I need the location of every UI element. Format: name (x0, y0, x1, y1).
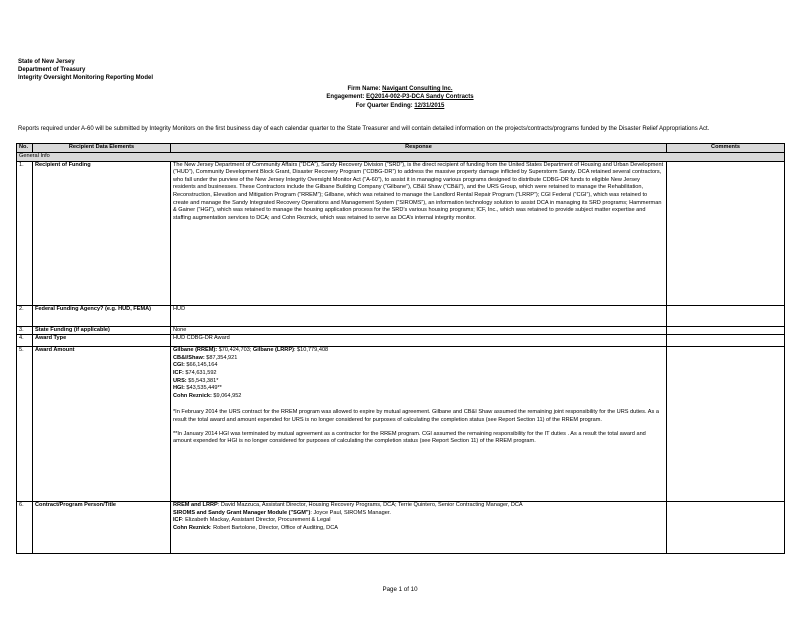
row-number: 3. (17, 326, 33, 335)
row-response: The New Jersey Department of Community Affairs (“DCA”), Sandy Recovery Division (“SRD”), is the direct recipient of funding from the United States Department of Housing and Urban Development (“HUD”), Community Development Block Grant, Disaster Recovery Program (“CDBG-DR”) to address the massive property damage inflicted by Superstorm Sandy. DCA retained several contractors, who fall under the purview of the New Jersey Integrity Oversight Monitor Act (“A-60”), to assist it in managing various programs designed to distribute CDBG-DR funds to eligible New Jersey residents and businesses. These Contractors include the Gilbane Building Company (“Gilbane”), CB&I Shaw (“CB&I”), and the URS Group, which were retained to manage the Rehabilitation, Reconstruction, Elevation and Mitigation Program (“RREM”); Gilbane, which was retained to manage the Landlord Rental Repair Program (“LRRP”); CGI Federal (“CGI”), which was retained to create and manage the Sandy Integrated Recovery Operations and Management System (“SIROMS”), an information technology solution to assist DCA in managing its SRD programs; Hammerman & Gainer (“HGI”), which was retained to manage the housing application process for the SRD’s various housing programs; ICF, Inc., which was retained to provide subject matter expertise and staffing augmentation services to DCA; and Cohn Reznick, which was retained to serve as DCA’s internal integrity monitor. (171, 161, 667, 305)
award-line-cohn-reznick: Cohn Reznick: $9,064,952 (173, 392, 242, 399)
award-note-hgi: **In January 2014 HGI was terminated by mutual agreement as a contractor for the RREM program. CGI assumed the remaining responsibility for the IT duties . As a result the total award and amount expended for HGI is no longer considered for purposes of calculating the completion status (see Report Section 11) of the RREM program. (173, 430, 646, 445)
table-row (17, 335, 785, 347)
row-response: HUD (171, 305, 667, 326)
col-header-comments: Comments (667, 144, 785, 153)
contact-line-rrem: RREM and LRRP: David Mazzuca, Assistant Director, Housing Recovery Programs, DCA; Terrie Quintero, Senior Contracting Manager, DCA (173, 502, 523, 509)
row-number: 1. (17, 161, 33, 305)
col-header-element: Recipient Data Elements (33, 144, 171, 153)
row-comments (667, 161, 785, 305)
row-comments (667, 305, 785, 326)
model-name: Integrity Oversight Monitoring Reporting Model (18, 75, 153, 82)
award-amount-response (171, 347, 667, 502)
section-row-general-info (17, 153, 785, 162)
contact-line-icf: ICF: Elizabeth Mackay, Assistant Director, Procurement & Legal (173, 517, 331, 524)
row-comments (667, 335, 785, 347)
state-name: State of New Jersey (18, 59, 75, 65)
row-number: 4. (17, 335, 33, 347)
row-comments (667, 502, 785, 554)
firm-name: Navigant Consulting Inc. (382, 86, 453, 92)
row-element: State Funding (if applicable) (33, 326, 171, 335)
contact-line-cohn-reznick: Cohn Reznick: Robert Bartolone, Director, Office of Auditing, DCA (173, 524, 338, 531)
row-element: Contract/Program Person/Title (33, 502, 171, 554)
row-number: 5. (17, 347, 33, 502)
award-note-urs: *In February 2014 the URS contract for the RREM program was allowed to expire by mutual agreement. Gilbane and CB&I Shaw assumed the remaining joint responsibility for the URS duties. As a result the total award and amount expended for URS is no longer considered for purposes of calculating the completion status (see Report Section 11) of the RREM program. (173, 409, 659, 423)
col-header-response: Response (171, 144, 667, 153)
organization-header (18, 58, 153, 83)
row-comments (667, 326, 785, 335)
quarter-line: For Quarter Ending: 12/31/2015 (355, 102, 445, 109)
table-row-contract-person (17, 502, 785, 554)
engagement-header (0, 85, 800, 110)
table-row (17, 326, 785, 335)
row-element: Federal Funding Agency? (e.g. HUD, FEMA) (33, 305, 171, 326)
section-title: General Info (17, 153, 785, 162)
table-row-award-amount (17, 347, 785, 502)
row-element: Recipient of Funding (33, 161, 171, 305)
recipient-data-table (16, 143, 785, 554)
row-comments (667, 347, 785, 502)
award-line-gilbane: Gilbane (RREM): $70,424,703; Gilbane (LRRP): $10,779,408 (173, 347, 329, 354)
award-line-cbi: CB&I/Shaw: $87,354,921 (173, 354, 238, 361)
col-header-no: No. (17, 144, 33, 153)
row-element: Award Type (33, 335, 171, 347)
quarter-date: 12/31/2015 (414, 102, 445, 109)
table-header-row (17, 144, 785, 153)
engagement-line: Engagement: EQ2014-002-P3-DCA Sandy Contracts (326, 94, 474, 101)
page-number: Page 1 of 10 (382, 586, 418, 593)
department-name: Department of Treasury (18, 67, 86, 74)
table-row (17, 161, 785, 305)
award-line-cgi: CGI: $66,145,164 (173, 362, 218, 369)
table-row (17, 305, 785, 326)
award-line-hgi: HGI: $43,535,449** (173, 385, 222, 392)
intro-text: Reports required under A-60 will be submitted by Integrity Monitors on the first business day of each calendar quarter to the State Treasurer and will contain detailed information on the projects/contracts/programs funded by the Disaster Relief Appropriations Act. (18, 126, 710, 132)
firm-line: Firm Name: Navigant Consulting Inc. (347, 86, 453, 92)
contact-line-siroms: SIROMS and Sandy Grant Manager Module ("SGM"): Joyce Paul, SIROMS Manager. (173, 509, 391, 516)
award-line-urs: URS: $5,543,381* (173, 377, 219, 384)
row-response: None (171, 326, 667, 335)
row-number: 6. (17, 502, 33, 554)
row-number: 2. (17, 305, 33, 326)
award-line-icf: ICF: $74,631,592 (173, 369, 217, 376)
engagement-id: EQ2014-002-P3-DCA Sandy Contracts (366, 94, 474, 101)
row-response: HUD CDBG-DR Award (171, 335, 667, 347)
row-element: Award Amount (33, 347, 171, 502)
contract-person-response (171, 502, 667, 554)
